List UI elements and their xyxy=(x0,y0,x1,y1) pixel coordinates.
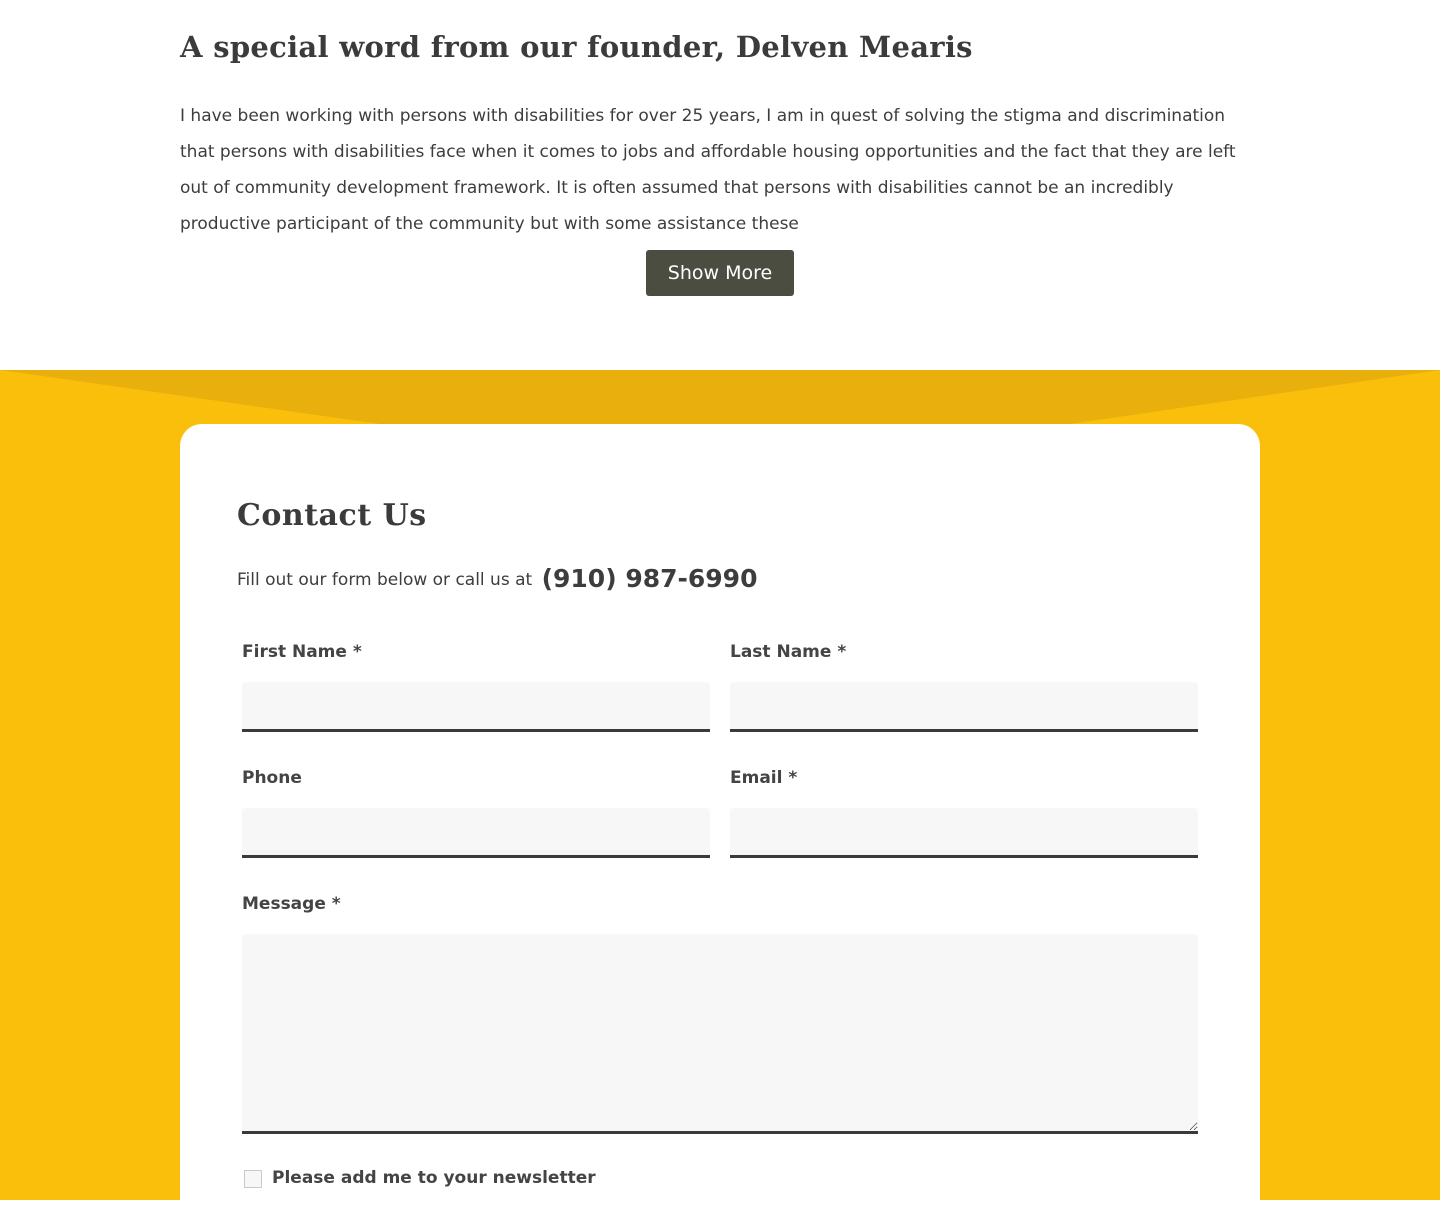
contact-title: Contact Us xyxy=(237,498,427,533)
phone-input[interactable] xyxy=(242,808,710,858)
email-input[interactable] xyxy=(730,808,1198,858)
decorative-band xyxy=(0,370,1440,424)
message-label: Message * xyxy=(242,894,341,914)
email-label: Email * xyxy=(730,768,798,788)
newsletter-label[interactable]: Please add me to your newsletter xyxy=(272,1168,596,1188)
first-name-label: First Name * xyxy=(242,642,362,662)
founder-title: A special word from our founder, Delven Mearis xyxy=(180,30,973,64)
show-more-button[interactable]: Show More xyxy=(646,250,794,296)
founder-section xyxy=(0,0,1440,370)
contact-intro xyxy=(237,564,757,593)
last-name-label: Last Name * xyxy=(730,642,847,662)
message-textarea[interactable] xyxy=(242,934,1198,1134)
founder-text: I have been working with persons with disabilities for over 25 years, I am in quest of solving the stigma and discrimination that persons with disabilities face when it comes to jobs and affordable housing opportunities and the fact that they are left out of community development framework. It is often assumed that persons with disabilities cannot be an incredibly productive participant of the community but with some assistance these xyxy=(180,106,1236,234)
last-name-input[interactable] xyxy=(730,682,1198,732)
phone-label: Phone xyxy=(242,768,302,788)
contact-intro-text: Fill out our form below or call us at xyxy=(237,570,533,590)
first-name-input[interactable] xyxy=(242,682,710,732)
newsletter-checkbox[interactable] xyxy=(244,1170,262,1188)
contact-phone[interactable]: (910) 987-6990 xyxy=(541,564,758,593)
contact-card xyxy=(180,424,1260,1224)
